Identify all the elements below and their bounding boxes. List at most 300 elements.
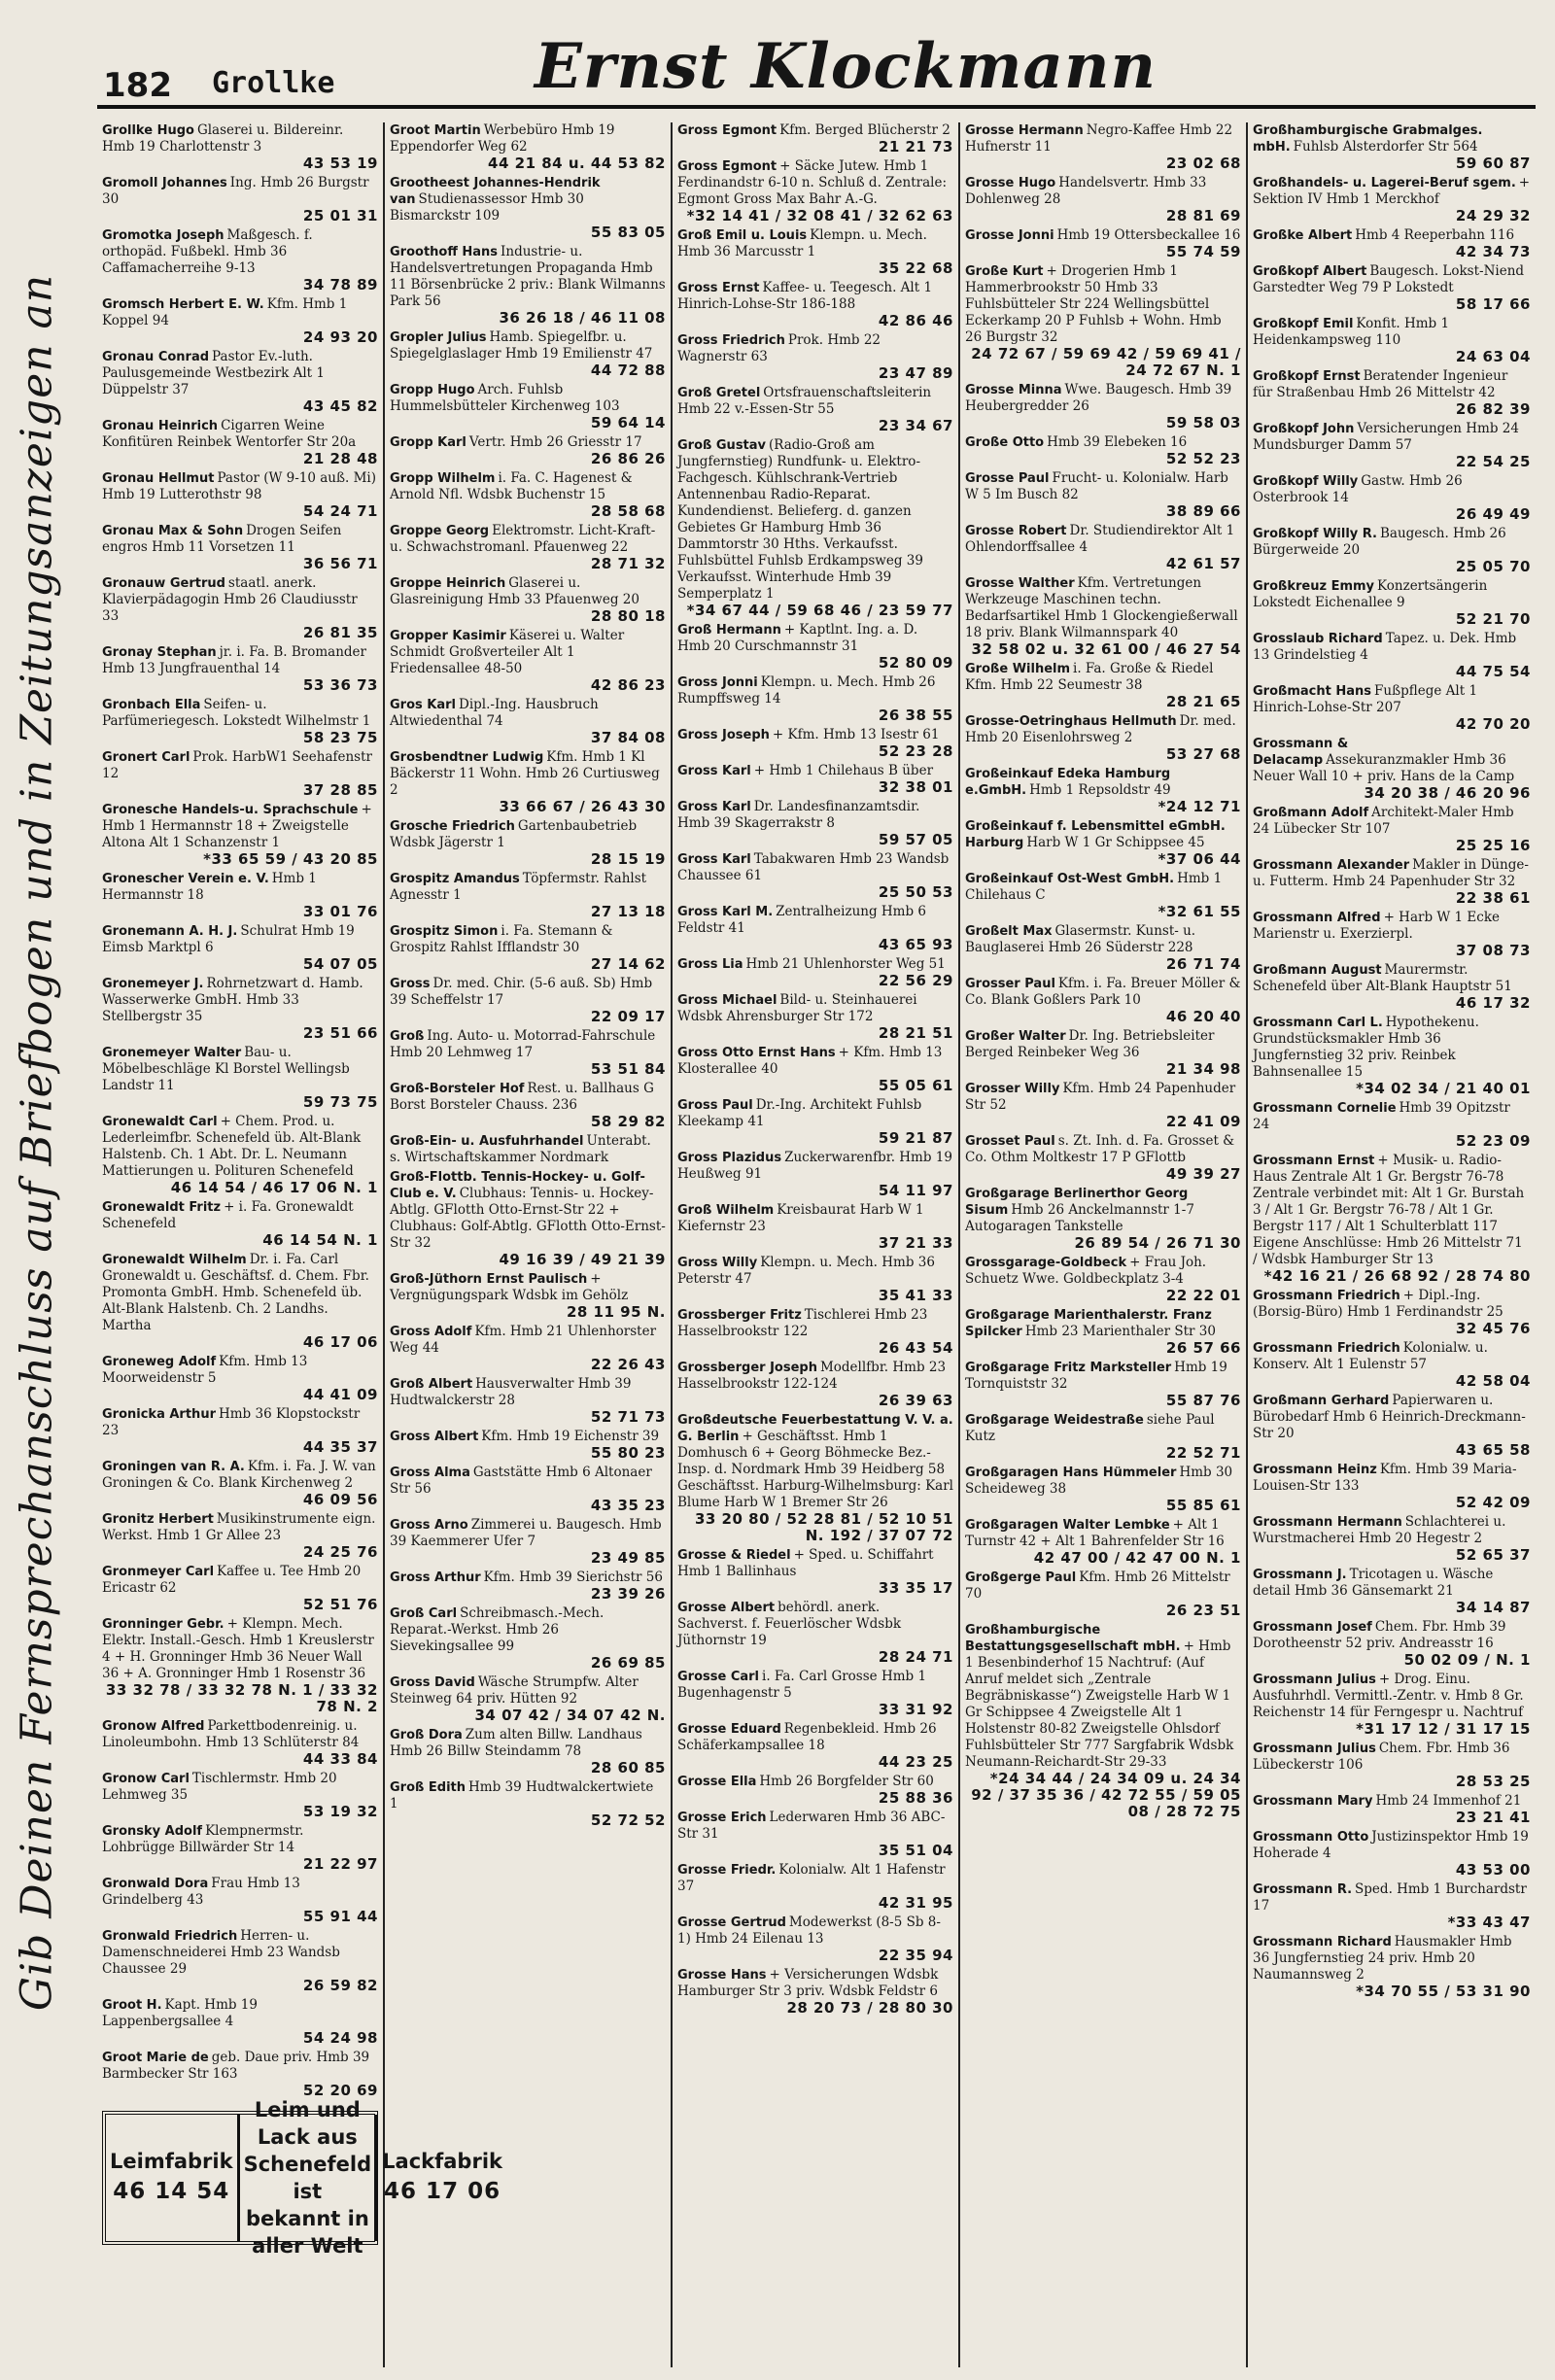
entry-name: Gronemeyer J. xyxy=(102,977,204,991)
side-note: Gib Deinen Fernsprechanschluss auf Briefbogen und in Zeitungsanzeigen an xyxy=(12,273,62,2012)
entry-name: Großkopf John xyxy=(1253,422,1355,436)
directory-entry xyxy=(965,263,1241,379)
directory-entry xyxy=(965,1186,1241,1252)
entry-details: Kfm. Hmb 1 Kl Bäckerstr 11 Wohn. Hmb 26 Curtiusweg 2 xyxy=(390,749,660,798)
entry-phone: 26 89 54 / 26 71 30 xyxy=(1074,1234,1241,1252)
entry-name: Gross Otto Ernst Hans xyxy=(677,1046,836,1060)
directory-entry xyxy=(1253,122,1531,172)
entry-name: Gross Karl xyxy=(677,800,751,814)
entry-name: Großmann August xyxy=(1253,963,1382,978)
entry-details: Dipl.-Ing. Hausbruch Altwiedenthal 74 xyxy=(390,697,599,729)
entry-details: Tischlerei Hmb 23 Hasselbrookstr 122 xyxy=(677,1307,928,1339)
entry-details: Glasermstr. Kunst- u. Bauglaserei Hmb 26 Süderstr 228 xyxy=(965,923,1196,955)
entry-name: Großkopf Willy R. xyxy=(1253,527,1377,541)
entry-details: Ing. Auto- u. Motorrad-Fahrschule Hmb 20 Lehmweg 17 xyxy=(390,1028,656,1060)
entry-name: Grosse-Oetringhaus Hellmuth xyxy=(965,714,1177,729)
entry-phone: 24 63 04 xyxy=(1455,348,1531,365)
directory-entry xyxy=(677,674,953,724)
entry-phone: 52 65 37 xyxy=(1455,1546,1531,1564)
directory-entry xyxy=(677,1150,953,1199)
entry-details: Kreisbaurat Harb W 1 Kiefernstr 23 xyxy=(677,1202,924,1234)
entry-name: Groß-Borsteler Hof xyxy=(390,1082,525,1096)
entry-phone: 36 56 71 xyxy=(302,555,378,572)
directory-entry xyxy=(1253,578,1531,628)
entry-details: Kapt. Hmb 19 Lappenbergsallee 4 xyxy=(102,1997,258,2029)
entry-details: s. Zt. Inh. d. Fa. Grosset & Co. Othm Moltkestr 17 P GFlottb xyxy=(965,1133,1235,1165)
entries-list xyxy=(390,122,666,1829)
entry-phone: 37 21 33 xyxy=(878,1234,953,1252)
entry-details: + Dipl.-Ing. (Borsig-Büro) Hmb 1 Ferdinandstr 25 xyxy=(1253,1288,1503,1320)
directory-entry xyxy=(102,1354,378,1403)
entry-name: Groß-Ein- u. Ausfuhrhandel xyxy=(390,1134,584,1149)
directory-entry xyxy=(677,1255,953,1304)
entry-name: Groß Gustav xyxy=(677,438,767,453)
entry-phone: 52 52 23 xyxy=(1165,450,1241,467)
entry-phone: 44 23 25 xyxy=(878,1753,953,1771)
entry-details: Baugesch. Lokst-Niend Garstedter Weg 79 P Lokstedt xyxy=(1253,263,1525,295)
entry-phone: 43 53 19 xyxy=(302,155,378,172)
entry-name: Gronninger Gebr. xyxy=(102,1617,225,1632)
directory-entry xyxy=(102,2050,378,2099)
entry-name: Großgarage Berlinerthor Georg Sisum xyxy=(965,1187,1189,1218)
entry-details: i. Fa. Carl Grosse Hmb 1 Bugenhagenstr 5 xyxy=(677,1669,927,1701)
entry-name: Gronau Hellmut xyxy=(102,471,215,486)
entry-phone: 27 14 62 xyxy=(590,955,666,973)
entry-name: Groß Edith xyxy=(390,1780,466,1795)
entry-name: Groppe Georg xyxy=(390,524,490,538)
entry-name: Grossmann & Delacamp xyxy=(1253,737,1349,768)
entry-phone: 22 52 71 xyxy=(1165,1444,1241,1462)
entry-details: Hmb 19 Ottersbeckallee 16 xyxy=(1056,227,1241,243)
entry-phone: 21 28 48 xyxy=(302,450,378,467)
entry-phone: 54 24 71 xyxy=(302,502,378,520)
entry-phone: 34 20 38 / 46 20 96 xyxy=(1364,784,1531,802)
directory-entry xyxy=(102,175,378,224)
entry-details: Kfm. Hmb 19 Eichenstr 39 xyxy=(481,1429,660,1444)
directory-column-5 xyxy=(1248,122,1536,2367)
entry-details: Hmb 21 Uhlenhorster Weg 51 xyxy=(745,956,946,972)
entry-details: Gartenbaubetrieb Wdsbk Jägerstr 1 xyxy=(390,818,638,850)
entry-details: Konzertsängerin Lokstedt Eichenallee 9 xyxy=(1253,578,1488,610)
entry-phone: 32 58 02 u. 32 61 00 / 46 27 54 xyxy=(971,640,1241,658)
directory-entry xyxy=(102,1564,378,1613)
entry-phone: 42 34 73 xyxy=(1455,243,1531,260)
entry-name: Groß-Jüthorn Ernst Paulisch xyxy=(390,1272,588,1287)
directory-entry xyxy=(965,661,1241,710)
entry-details: Gaststätte Hmb 6 Altonaer Str 56 xyxy=(390,1465,652,1497)
entry-name: Grosse Paul xyxy=(965,471,1050,486)
entry-phone: 25 25 16 xyxy=(1455,837,1531,854)
directory-entry xyxy=(390,1674,666,1724)
entry-name: Groß Carl xyxy=(390,1606,458,1621)
entry-details: Hmb 39 Elebeken 16 xyxy=(1047,434,1188,450)
entry-phone: 53 27 68 xyxy=(1165,745,1241,763)
entry-name: Gronewaldt Carl xyxy=(102,1115,218,1129)
entry-name: Gronwald Dora xyxy=(102,1877,209,1891)
entry-phone: 23 34 67 xyxy=(878,417,953,434)
entry-details: Industrie- u. Handelsvertretungen Propaganda Hmb 11 Börsenbrücke 2 priv.: Blank Wilmanns Park 56 xyxy=(390,244,666,309)
entry-phone: 22 54 25 xyxy=(1455,453,1531,470)
directory-entry xyxy=(677,227,953,277)
entry-name: Groß Albert xyxy=(390,1377,473,1392)
entry-phone: 37 84 08 xyxy=(590,729,666,746)
directory-entry xyxy=(390,1028,666,1078)
entry-details: Zimmerei u. Baugesch. Hmb 39 Kaemmerer Ufer 7 xyxy=(390,1517,662,1549)
entry-details: Rest. u. Ballhaus G Borst Borsteler Chauss. 236 xyxy=(390,1081,654,1113)
entry-details: Hmb 39 Hudtwalckertwiete 1 xyxy=(390,1779,654,1811)
entry-phone: 42 86 23 xyxy=(590,676,666,694)
entry-details: Glaserei u. Glasreinigung Hmb 33 Pfauenweg 20 xyxy=(390,575,639,607)
entry-phone: 52 72 52 xyxy=(590,1811,666,1829)
entry-details: Prok. HarbW1 Seehafenstr 12 xyxy=(102,749,372,781)
ad-left-label: Leimfabrik xyxy=(110,2150,233,2173)
entry-name: Gronau Conrad xyxy=(102,350,210,364)
entry-details: Prok. Hmb 22 Wagnerstr 63 xyxy=(677,332,881,364)
entry-phone: 24 29 32 xyxy=(1455,207,1531,224)
entry-details: + Harb W 1 Ecke Marienstr u. Exerzierpl. xyxy=(1253,910,1501,942)
entry-phone: 22 41 09 xyxy=(1165,1113,1241,1130)
entry-name: Großkopf Albert xyxy=(1253,264,1367,279)
entry-phone: 26 86 26 xyxy=(590,450,666,467)
entry-name: Grootheest Johannes-Hendrik van xyxy=(390,176,601,207)
directory-entry xyxy=(965,871,1241,920)
entry-name: Gross Arno xyxy=(390,1518,468,1533)
entry-phone: 52 20 69 xyxy=(302,2082,378,2099)
entry-phone: 21 21 73 xyxy=(878,138,953,155)
entry-phone: 28 71 32 xyxy=(590,555,666,572)
entry-name: Gronbach Ella xyxy=(102,698,201,712)
entry-details: Kfm. i. Fa. Breuer Möller & Co. Blank Goßlers Park 10 xyxy=(965,976,1241,1008)
entry-details: Bau- u. Möbelbeschläge Kl Borstel Wellingsb Landstr 11 xyxy=(102,1045,350,1093)
entry-details: Bild- u. Steinhauerei Wdsbk Ahrensburger Str 172 xyxy=(677,992,917,1024)
entry-name: Groningen van R. A. xyxy=(102,1460,245,1474)
entry-details: Kfm. Hmb 26 Mittelstr 70 xyxy=(965,1569,1230,1602)
entry-phone: 33 31 92 xyxy=(878,1701,953,1718)
entry-name: Großelt Max xyxy=(965,924,1053,939)
entry-name: Grosbendtner Ludwig xyxy=(390,750,544,765)
directory-entry xyxy=(102,749,378,799)
entry-name: Groß Dora xyxy=(390,1728,463,1742)
entry-details: Chem. Fbr. Hmb 39 Dorotheenstr 52 priv. Andreasstr 16 xyxy=(1253,1619,1506,1651)
entry-phone: 28 80 18 xyxy=(590,607,666,625)
entry-details: Chem. Fbr. Hmb 36 Lübeckerstr 106 xyxy=(1253,1741,1510,1773)
directory-entry xyxy=(1253,1340,1531,1390)
directory-entry xyxy=(390,244,666,327)
directory-entry xyxy=(102,871,378,920)
entry-name: Grossmann Richard xyxy=(1253,1935,1392,1949)
directory-entry xyxy=(677,332,953,382)
entry-name: Gropler Julius xyxy=(390,330,487,345)
entry-details: Klempnermstr. Lohbrügge Billwärder Str 14 xyxy=(102,1823,304,1855)
directory-entry xyxy=(102,1718,378,1768)
entry-details: + Kaptlnt. Ing. a. D. Hmb 20 Curschmannstr 31 xyxy=(677,622,918,654)
entry-phone: 44 72 88 xyxy=(590,362,666,379)
entry-details: Cigarren Weine Konfitüren Reinbek Wentorfer Str 20a xyxy=(102,418,357,450)
ad-middle-line-2: ist bekannt in aller Welt xyxy=(245,2180,369,2258)
directory-entry xyxy=(390,1081,666,1130)
directory-entry xyxy=(1253,1100,1531,1150)
entry-phone: 42 31 95 xyxy=(878,1894,953,1912)
entry-phone: 28 11 95 N. xyxy=(566,1303,666,1321)
directory-entry xyxy=(102,227,378,293)
entry-name: Großmann Adolf xyxy=(1253,806,1369,820)
entry-details: Kolonialw. u. Konserv. Alt 1 Eulenstr 57 xyxy=(1253,1340,1488,1372)
entry-phone: 52 80 09 xyxy=(878,654,953,672)
entry-details: staatl. anerk. Klavierpädagogin Hmb 26 Claudiusstr 33 xyxy=(102,575,358,624)
entry-phone: 54 07 05 xyxy=(302,955,378,973)
entry-phone: 42 86 46 xyxy=(878,312,953,329)
entry-name: Gross David xyxy=(390,1675,475,1690)
directory-entry xyxy=(390,697,666,746)
directory-entry xyxy=(677,956,953,989)
entry-details: Studienassessor Hmb 30 Bismarckstr 109 xyxy=(390,191,584,224)
entry-name: Groß xyxy=(390,1029,425,1044)
entry-phone: 23 21 41 xyxy=(1455,1809,1531,1826)
entry-phone: 54 11 97 xyxy=(878,1182,953,1199)
directory-entry xyxy=(390,122,666,172)
entry-details: Hmb 36 Klopstockstr 23 xyxy=(102,1406,361,1438)
directory-entry xyxy=(965,1360,1241,1409)
directory-entry xyxy=(677,992,953,1042)
entry-phone: 33 66 67 / 26 43 30 xyxy=(499,798,666,815)
entry-details: Kfm. Hmb 24 Papenhuder Str 52 xyxy=(965,1081,1236,1113)
entry-details: Musikinstrumente eign. Werkst. Hmb 1 Gr Allee 23 xyxy=(102,1511,376,1543)
directory-entry xyxy=(102,1876,378,1925)
entry-phone: 35 41 33 xyxy=(878,1287,953,1304)
directory-entry xyxy=(1253,683,1531,733)
entry-details: Schulrat Hmb 19 Eimsb Marktpl 6 xyxy=(102,923,355,955)
entry-phone: 37 08 73 xyxy=(1455,942,1531,959)
entry-phone: 27 13 18 xyxy=(590,903,666,920)
entry-name: Grossmann J. xyxy=(1253,1568,1347,1582)
entry-phone: 44 41 09 xyxy=(302,1386,378,1403)
ad-middle-line-1: Leim und Lack aus Schenefeld xyxy=(243,2098,372,2176)
entry-name: Grosche Friedrich xyxy=(390,819,515,834)
entry-details: Kfm. Hmb 39 Maria-Louisen-Str 133 xyxy=(1253,1462,1517,1494)
directory-entry xyxy=(677,1721,953,1771)
entry-details: i. Fa. C. Hagenest & Arnold Nfl. Wdsbk Buchenstr 15 xyxy=(390,470,633,502)
entry-details: Kfm. Hmb 39 Sierichstr 56 xyxy=(483,1569,663,1585)
entry-phone: 59 60 87 xyxy=(1455,155,1531,172)
directory-entry xyxy=(1253,962,1531,1012)
entry-name: Gross Plazidus xyxy=(677,1151,782,1165)
entry-phone: 22 09 17 xyxy=(590,1008,666,1025)
entry-phone: 33 01 76 xyxy=(302,903,378,920)
entry-phone: 59 57 05 xyxy=(878,831,953,848)
entry-phone: 35 22 68 xyxy=(878,259,953,277)
directory-entry xyxy=(965,713,1241,763)
entry-phone: 25 01 31 xyxy=(302,207,378,224)
directory-entry xyxy=(1253,857,1531,907)
entry-phone: 55 85 61 xyxy=(1165,1497,1241,1514)
entry-details: Papierwaren u. Bürobedarf Hmb 6 Heinrich-Dreckmann-Str 20 xyxy=(1253,1393,1526,1441)
entry-details: Töpfermstr. Rahlst Agnesstr 1 xyxy=(390,871,647,903)
entry-phone: 24 72 67 / 59 69 42 / 59 69 41 / 24 72 67 N. 1 xyxy=(971,345,1241,379)
directory-entry xyxy=(390,1169,666,1268)
directory-entry xyxy=(390,628,666,694)
directory-entry xyxy=(965,470,1241,520)
directory-entry xyxy=(1253,421,1531,470)
entry-name: Gronemann A. H. J. xyxy=(102,924,238,939)
entry-name: Grosse Carl xyxy=(677,1670,760,1684)
entry-details: Hmb 24 Immenhof 21 xyxy=(1375,1793,1522,1809)
entry-details: Hmb 26 Anckelmannstr 1-7 Autogaragen Tankstelle xyxy=(965,1202,1194,1234)
entry-phone: *34 02 34 / 21 40 01 xyxy=(1356,1080,1531,1097)
directory-entry xyxy=(677,1360,953,1409)
entry-phone: 23 02 68 xyxy=(1165,155,1241,172)
entry-details: Hmb 30 Scheideweg 38 xyxy=(965,1465,1233,1497)
entry-phone: *24 12 71 xyxy=(1158,798,1241,815)
entry-phone: 21 34 98 xyxy=(1165,1060,1241,1078)
entry-phone: 23 49 85 xyxy=(590,1549,666,1567)
directory-entry xyxy=(102,1114,378,1196)
entry-details: + Kfm. Hmb 13 Klosterallee 40 xyxy=(677,1045,943,1077)
entry-details: + Sektion IV Hmb 1 Merckhof xyxy=(1253,175,1531,207)
entry-phone: *32 14 41 / 32 08 41 / 32 62 63 xyxy=(686,207,953,224)
entry-details: Beratender Ingenieur für Straßenbau Hmb 26 Mittelstr 42 xyxy=(1253,368,1508,400)
entry-details: Pastor (W 9-10 auß. Mi) Hmb 19 Lutterothstr 98 xyxy=(102,470,377,502)
entry-name: Gronewaldt Wilhelm xyxy=(102,1253,247,1267)
entry-name: Großgaragen Walter Lembke xyxy=(965,1518,1170,1533)
entry-phone: 49 16 39 / 49 21 39 xyxy=(499,1251,666,1268)
entry-details: Glaserei u. Bildereinr. Hmb 19 Charlottenstr 3 xyxy=(102,122,344,155)
entry-name: Grosser Willy xyxy=(965,1082,1060,1096)
entry-name: Grosse Walther xyxy=(965,576,1075,591)
ad-left xyxy=(106,2115,240,2241)
entry-name: Groß Wilhelm xyxy=(677,1203,775,1218)
entry-phone: 43 53 00 xyxy=(1455,1861,1531,1879)
entry-name: Großer Walter xyxy=(965,1029,1066,1044)
entry-details: Hmb 23 Marienthaler Str 30 xyxy=(1024,1324,1216,1339)
directory-entry xyxy=(677,1967,953,2017)
entry-name: Gronemeyer Walter xyxy=(102,1046,242,1060)
entry-name: Grossberger Fritz xyxy=(677,1308,802,1323)
entry-name: Grospitz Amandus xyxy=(390,872,520,886)
entry-phone: 52 23 09 xyxy=(1455,1132,1531,1150)
page-number: 182 xyxy=(103,66,172,105)
entry-name: Grossmann Friedrich xyxy=(1253,1289,1400,1303)
directory-entry xyxy=(677,385,953,434)
directory-entry xyxy=(965,1133,1241,1183)
entry-details: + Vergnügungspark Wdsbk im Gehölz xyxy=(390,1271,629,1303)
entry-name: Gros Karl xyxy=(390,698,456,712)
entry-details: Sped. Hmb 1 Burchardstr 17 xyxy=(1253,1881,1527,1914)
entry-name: Großkopf Ernst xyxy=(1253,369,1361,384)
page-keyword: Grollke xyxy=(212,66,335,100)
directory-entry xyxy=(677,1914,953,1964)
entry-details: + Säcke Jutew. Hmb 1 Ferdinandstr 6-10 n. Schluß d. Zentrale: Egmont Gross Max Bahr A.-G. xyxy=(677,158,948,207)
directory-entry xyxy=(965,382,1241,431)
entry-name: Grossmann Otto xyxy=(1253,1830,1369,1845)
directory-entry xyxy=(102,122,378,172)
directory-entry xyxy=(1253,1741,1531,1790)
entry-phone: 46 17 32 xyxy=(1455,994,1531,1012)
directory-entry xyxy=(965,175,1241,224)
directory-entry xyxy=(965,818,1241,868)
entry-details: Negro-Kaffee Hmb 22 Hufnerstr 11 xyxy=(965,122,1233,155)
directory-entry xyxy=(1253,227,1531,260)
entry-name: Gross Karl xyxy=(677,764,751,778)
entry-details: + Sped. u. Schiffahrt Hmb 1 Ballinhaus xyxy=(677,1547,934,1579)
entry-name: Großkopf Willy xyxy=(1253,474,1359,489)
entry-name: Großdeutsche Feuerbestattung V. V. a. G. Berlin xyxy=(677,1413,953,1444)
entry-details: Maurermstr. Schenefeld über Alt-Blank Hauptstr 51 xyxy=(1253,962,1512,994)
entry-details: Seifen- u. Parfümeriegesch. Lokstedt Wilhelmstr 1 xyxy=(102,697,371,729)
entry-details: Clubhaus: Tennis- u. Hockey-Abtlg. GFlotth Otto-Ernst-Str 22 + Clubhaus: Golf-Abtlg. GFlotth Otto-Ernst-Str 32 xyxy=(390,1186,666,1251)
entry-phone: 43 45 82 xyxy=(302,397,378,415)
entry-phone: 26 69 85 xyxy=(590,1654,666,1672)
directory-entry xyxy=(677,1097,953,1147)
entry-name: Gronau Heinrich xyxy=(102,419,219,433)
entry-details: siehe Paul Kutz xyxy=(965,1412,1215,1444)
entry-details: Ortsfrauenschaftsleiterin Hmb 22 v.-Essen-Str 55 xyxy=(677,385,932,417)
entry-phone: 34 78 89 xyxy=(302,276,378,293)
entry-name: Gross xyxy=(390,977,431,991)
entry-name: Grosse Gertrud xyxy=(677,1915,786,1930)
entry-name: Gronauw Gertrud xyxy=(102,576,225,591)
entry-phone: 55 87 76 xyxy=(1165,1392,1241,1409)
entry-details: Kolonialw. Alt 1 Hafenstr 37 xyxy=(677,1862,946,1894)
entry-name: Groot Martin xyxy=(390,123,481,138)
entry-details: Dr. i. Fa. Carl Gronewaldt u. Geschäftsf. d. Chem. Fbr. Promonta GmbH. Hmb. Schenefeld üb. Alt-Blank Halstenb. Ch. 2 Landhs. Martha xyxy=(102,1252,369,1333)
entry-name: Großeinkauf f. Lebensmittel eGmbH. Harburg xyxy=(965,819,1226,850)
entry-phone: 44 33 84 xyxy=(302,1750,378,1768)
entry-name: Gronesche Handels-u. Sprachschule xyxy=(102,803,359,817)
entry-name: Gronescher Verein e. V. xyxy=(102,872,269,886)
entry-phone: 59 73 75 xyxy=(302,1093,378,1111)
entry-phone: 33 20 80 / 52 28 81 / 52 10 51 N. 192 / 37 07 72 xyxy=(694,1510,953,1544)
directory-entry xyxy=(390,470,666,520)
directory-entry xyxy=(1253,1934,1531,2000)
entry-name: Grossmann Josef xyxy=(1253,1620,1372,1635)
entry-name: Grossmann Julius xyxy=(1253,1742,1376,1756)
entry-name: Gronicka Arthur xyxy=(102,1407,216,1422)
entry-details: + Musik- u. Radio-Haus Zentrale Alt 1 Gr. Bergstr 76-78 Zentrale verbindet mit: Alt 1 Gr. Burstah 3 / Alt 1 Gr. Bergstr 76-78 / Alt 1 Gr. Bergstr 117 / Alt 1 Schulterblatt 117 Eigene Anschlüsse: Hmb 26 Mittelstr 71 / Wdsbk Hamburger Str 13 xyxy=(1253,1153,1525,1267)
directory-entry xyxy=(965,976,1241,1025)
entry-phone: 46 09 56 xyxy=(302,1491,378,1508)
entries-list xyxy=(1253,122,1531,2000)
entry-name: Grossmann Julius xyxy=(1253,1673,1376,1687)
directory-entry xyxy=(1253,805,1531,854)
entry-details: Herren- u. Damenschneiderei Hmb 23 Wandsb Chaussee 29 xyxy=(102,1928,340,1977)
directory-entry xyxy=(390,1569,666,1603)
directory-entry xyxy=(102,1616,378,1715)
directory-entry xyxy=(677,1774,953,1807)
entry-details: + i. Fa. Gronewaldt Schenefeld xyxy=(102,1199,354,1231)
entry-details: Vertr. Hmb 26 Griesstr 17 xyxy=(468,434,642,450)
directory-entry xyxy=(1253,1514,1531,1564)
entry-name: Gross Adolf xyxy=(390,1325,472,1339)
entry-phone: 21 22 97 xyxy=(302,1855,378,1873)
entry-phone: 28 24 71 xyxy=(878,1648,953,1666)
entry-name: Großgerge Paul xyxy=(965,1570,1077,1585)
directory-entry xyxy=(965,1569,1241,1619)
entry-phone: 32 45 76 xyxy=(1455,1320,1531,1337)
entry-details: Kfm. Hmb 1 Koppel 94 xyxy=(102,296,348,328)
directory-entry xyxy=(1253,736,1531,802)
directory-entry xyxy=(677,1810,953,1859)
entry-details: Dr. Landesfinanzamtsdir. Hmb 39 Skagerrakstr 8 xyxy=(677,799,920,831)
directory-entry xyxy=(390,1429,666,1462)
entry-details: Kfm. Hmb 13 Moorweidenstr 5 xyxy=(102,1354,308,1386)
entry-details: Gastw. Hmb 26 Osterbrook 14 xyxy=(1253,473,1463,505)
entry-phone: 43 65 58 xyxy=(1455,1441,1531,1459)
entry-name: Gronow Alfred xyxy=(102,1719,205,1734)
entry-name: Gross Karl M. xyxy=(677,905,774,919)
entry-name: Grosse Ella xyxy=(677,1775,757,1789)
entry-details: Elektromstr. Licht-Kraft- u. Schwachstromanl. Pfauenweg 22 xyxy=(390,523,656,555)
directory-entry xyxy=(102,470,378,520)
